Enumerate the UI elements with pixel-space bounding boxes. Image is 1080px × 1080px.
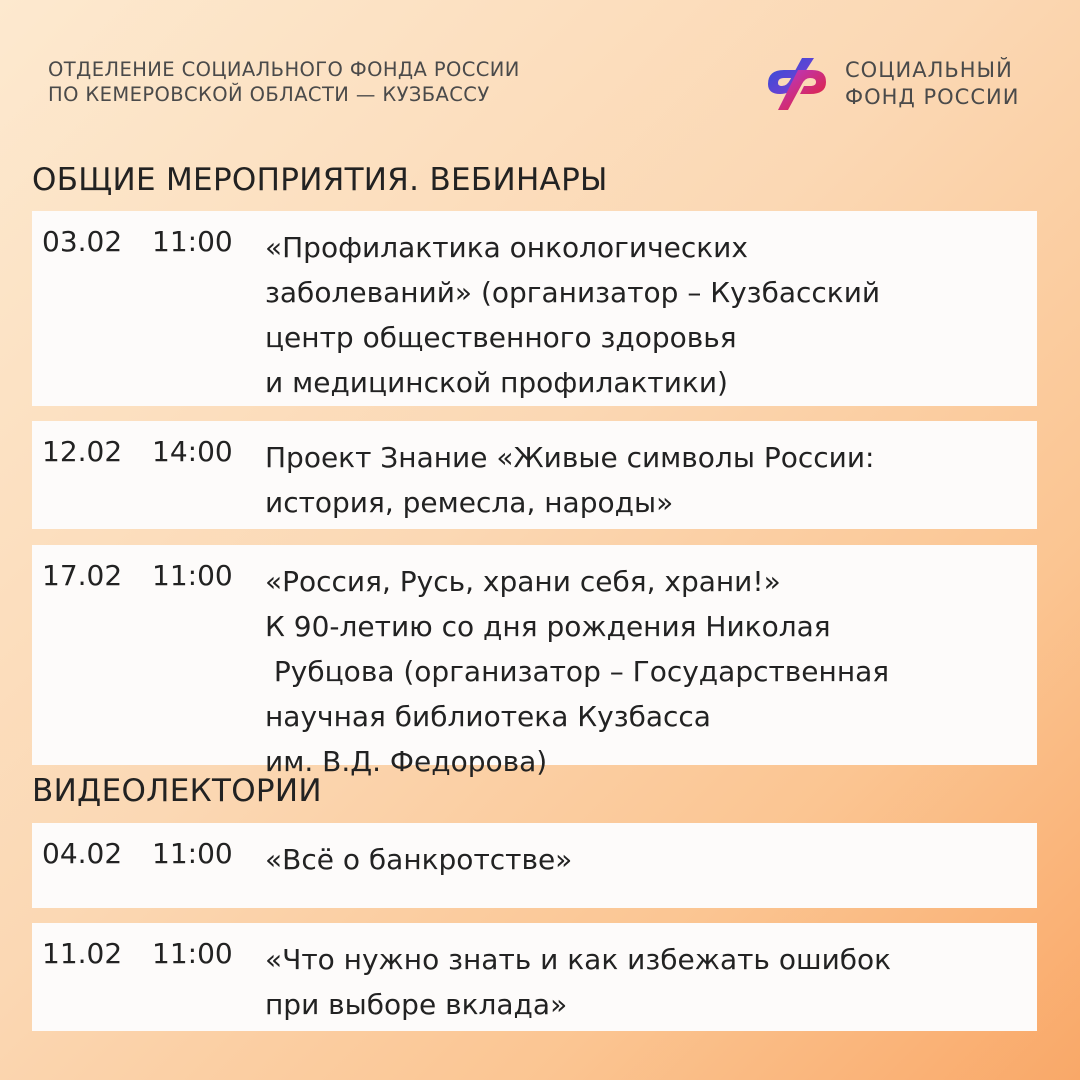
event-date: 11.02 [42,937,123,970]
event-date: 03.02 [42,225,123,258]
event-line: заболеваний» (организатор – Кузбасский [265,276,881,309]
event-line: «Россия, Русь, храни себя, храни!» [265,565,781,598]
event-description [265,435,874,525]
event-line: и медицинской профилактики) [265,366,728,399]
event-line: при выборе вклада» [265,988,568,1021]
logo-text [845,57,1019,111]
event-card [32,211,1037,406]
event-line: история, ремесла, народы» [265,486,674,519]
org-line: ОТДЕЛЕНИЕ СОЦИАЛЬНОГО ФОНДА РОССИИ [48,58,520,81]
event-line: центр общественного здоровья [265,321,737,354]
event-line: научная библиотека Кузбасса [265,700,711,733]
event-line: К 90-летию со дня рождения Николая [265,610,831,643]
logo-line: ФОНД РОССИИ [845,85,1020,109]
event-line: им. В.Д. Федорова) [265,745,548,778]
event-date: 12.02 [42,435,123,468]
event-time: 11:00 [152,937,233,970]
event-line: «Что нужно знать и как избежать ошибок [265,943,892,976]
event-time: 14:00 [152,435,233,468]
logo-line: СОЦИАЛЬНЫЙ [845,58,1013,82]
event-line: Рубцова (организатор – Государственная [265,655,890,688]
org-line: ПО КЕМЕРОВСКОЙ ОБЛАСТИ — КУЗБАССУ [48,83,490,106]
event-date: 04.02 [42,837,123,870]
event-time: 11:00 [152,225,233,258]
event-time: 11:00 [152,559,233,592]
event-card [32,545,1037,778]
event-card [32,823,1037,908]
section-title: ОБЩИЕ МЕРОПРИЯТИЯ. ВЕБИНАРЫ [32,162,608,198]
event-line: Проект Знание «Живые символы России: [265,441,875,474]
sfr-logo-icon [762,52,832,112]
event-description [265,225,880,405]
event-description [265,837,572,882]
event-card [32,923,1037,1031]
event-time: 11:00 [152,837,233,870]
event-description [265,937,891,1027]
section-title: ВИДЕОЛЕКТОРИИ [32,773,322,809]
organization-name [48,57,520,107]
event-card [32,421,1037,529]
event-description [265,559,889,784]
event-date: 17.02 [42,559,123,592]
event-line: «Всё о банкротстве» [265,843,573,876]
event-line: «Профилактика онкологических [265,231,748,264]
